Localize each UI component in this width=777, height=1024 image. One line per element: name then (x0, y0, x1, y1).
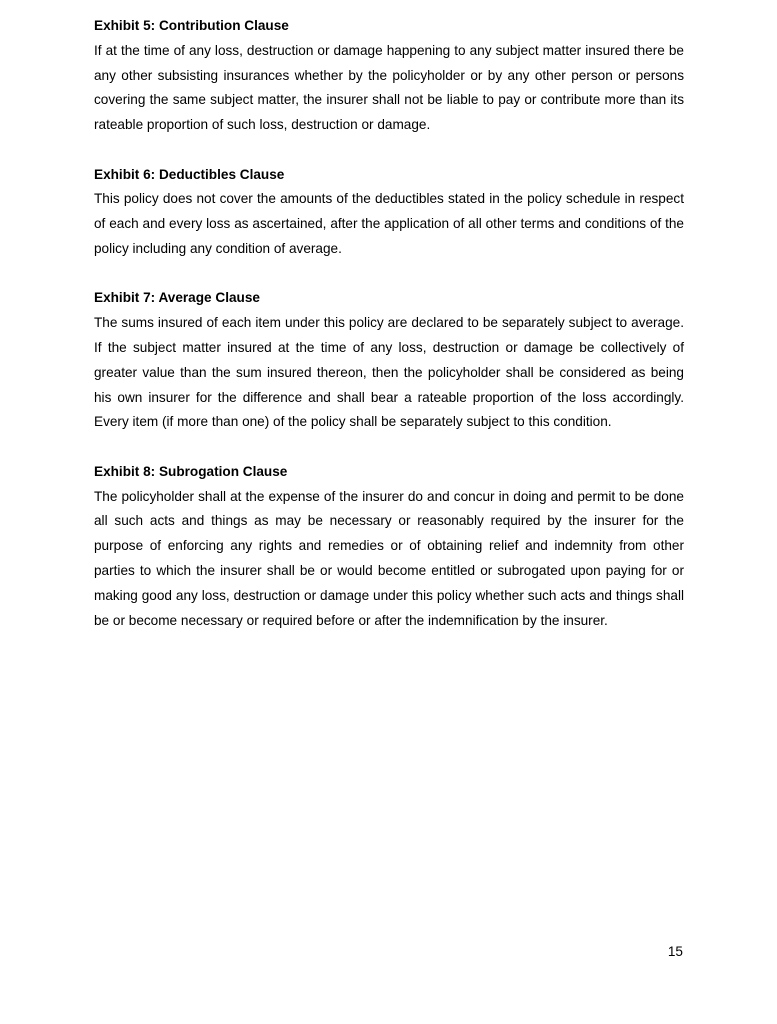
exhibit-6-body: This policy does not cover the amounts of the deductibles stated in the policy schedule in respect of each and every loss as ascertained, after the application of all other terms and conditions of the policy including any condition of average. (94, 191, 684, 256)
exhibit-6-section (94, 163, 684, 262)
exhibit-5-section (94, 14, 684, 138)
page-number: 15 (667, 944, 683, 959)
exhibit-8-heading: Exhibit 8: Subrogation Clause (94, 463, 288, 479)
document-page (94, 14, 684, 658)
exhibit-7-heading: Exhibit 7: Average Clause (94, 290, 260, 306)
exhibit-8-section (94, 460, 684, 634)
exhibit-7-section (94, 286, 684, 435)
exhibit-5-body: If at the time of any loss, destruction or damage happening to any subject matter insured there be any other subsisting insurances whether by the policyholder or by any other person or persons covering the same subject matter, the insurer shall not be liable to pay or contribute more than its rateable proportion of such loss, destruction or damage. (94, 42, 684, 133)
exhibit-5-heading: Exhibit 5: Contribution Clause (94, 18, 289, 33)
exhibit-8-body: The policyholder shall at the expense of the insurer do and concur in doing and permit to be done all such acts and things as may be necessary or reasonably required by the insurer for the purpose of enforcing any rights and remedies or of obtaining relief and indemnity from other parties to which the insurer shall be or would become entitled or subrogated upon paying for or making good any loss, destruction or damage under this policy whether such acts and things shall be or become necessary or required before or after the indemnification by the insurer. (94, 488, 684, 628)
exhibit-7-body: The sums insured of each item under this policy are declared to be separately subject to average. If the subject matter insured at the time of any loss, destruction or damage be collectively of greater value than the sum insured thereon, then the policyholder shall be considered as being his own insurer for the difference and shall bear a rateable proportion of the loss accordingly. Every item (if more than one) of the policy shall be separately subject to this condition. (94, 315, 684, 430)
exhibit-6-heading: Exhibit 6: Deductibles Clause (94, 166, 285, 182)
